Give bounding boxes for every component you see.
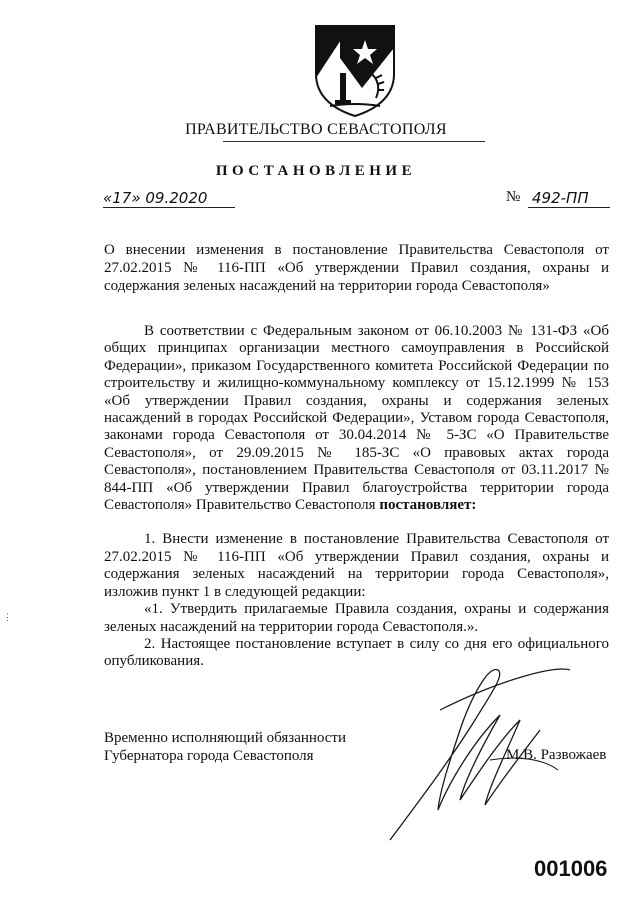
document-subject: О внесении изменения в постановление Правительства Севастополя от 27.02.2015 № 116-ПП «Об утверждении Правил создания, охраны и содержания зеленых насаждений на территории города Севастополя»	[104, 242, 609, 294]
document-body	[104, 323, 609, 671]
signatory-position-line-1: Временно исполняющий обязанности	[104, 730, 347, 746]
organization-name: ПРАВИТЕЛЬСТВО СЕВАСТОПОЛЯ	[185, 121, 447, 138]
coat-of-arms-emblem	[310, 18, 400, 118]
document-number: 492-ПП	[528, 189, 610, 208]
document-type-title: ПОСТАНОВЛЕНИЕ	[215, 163, 417, 179]
number-sign: №	[506, 189, 521, 205]
item-2-paragraph: 2. Настоящее постановление вступает в силу со дня его официального опубликования.	[104, 635, 609, 670]
signatory-position-line-2: Губернатора города Севастополя	[104, 748, 314, 764]
preamble-text: В соответствии с Федеральным законом от 06.10.2003 № 131-ФЗ «Об общих принципах организации местного самоуправления в Российской Федерации», приказом Государственного комитета Российской Федерации по строительству и жилищно-коммунальному комплексу от 15.12.1999 № 153 «Об утверждении Правил создания, охраны и содержания зеленых насаждений в городах Российской Федерации», Уставом города Севастополя, законами города Севастополя от 30.04.2014 № 5-ЗС «О Правительстве Севастополя», от 29.09.2015 № 185-ЗС «О правовых актах города Севастополя», постановлением Правительства Севастополя от 03.11.2017 № 844-ПП «Об утверждении Правил благоустройства территории города Севастополя» Правительство Севастополя	[104, 323, 609, 514]
item-1-paragraph: 1. Внести изменение в постановление Правительства Севастополя от 27.02.2015 № 116-ПП «Об утверждении Правил создания, охраны и содержания зеленых насаждений на территории города Севастополя», изложив пункт 1 в следующей редакции:	[104, 531, 609, 600]
header-underline	[223, 141, 485, 142]
item-1-quote-paragraph: «1. Утвердить прилагаемые Правила создания, охраны и содержания зеленых насаждений на территории города Севастополя.».	[104, 601, 609, 635]
margin-mark-icon: ⋮	[3, 612, 12, 622]
preamble-paragraph	[104, 323, 609, 514]
signatory-position	[104, 729, 346, 765]
serial-number: 001006	[534, 856, 608, 881]
document-date: «17» 09.2020	[103, 189, 235, 208]
signatory-name: М.В. Развожаев	[506, 747, 607, 763]
resolves-word: постановляет:	[379, 497, 477, 514]
